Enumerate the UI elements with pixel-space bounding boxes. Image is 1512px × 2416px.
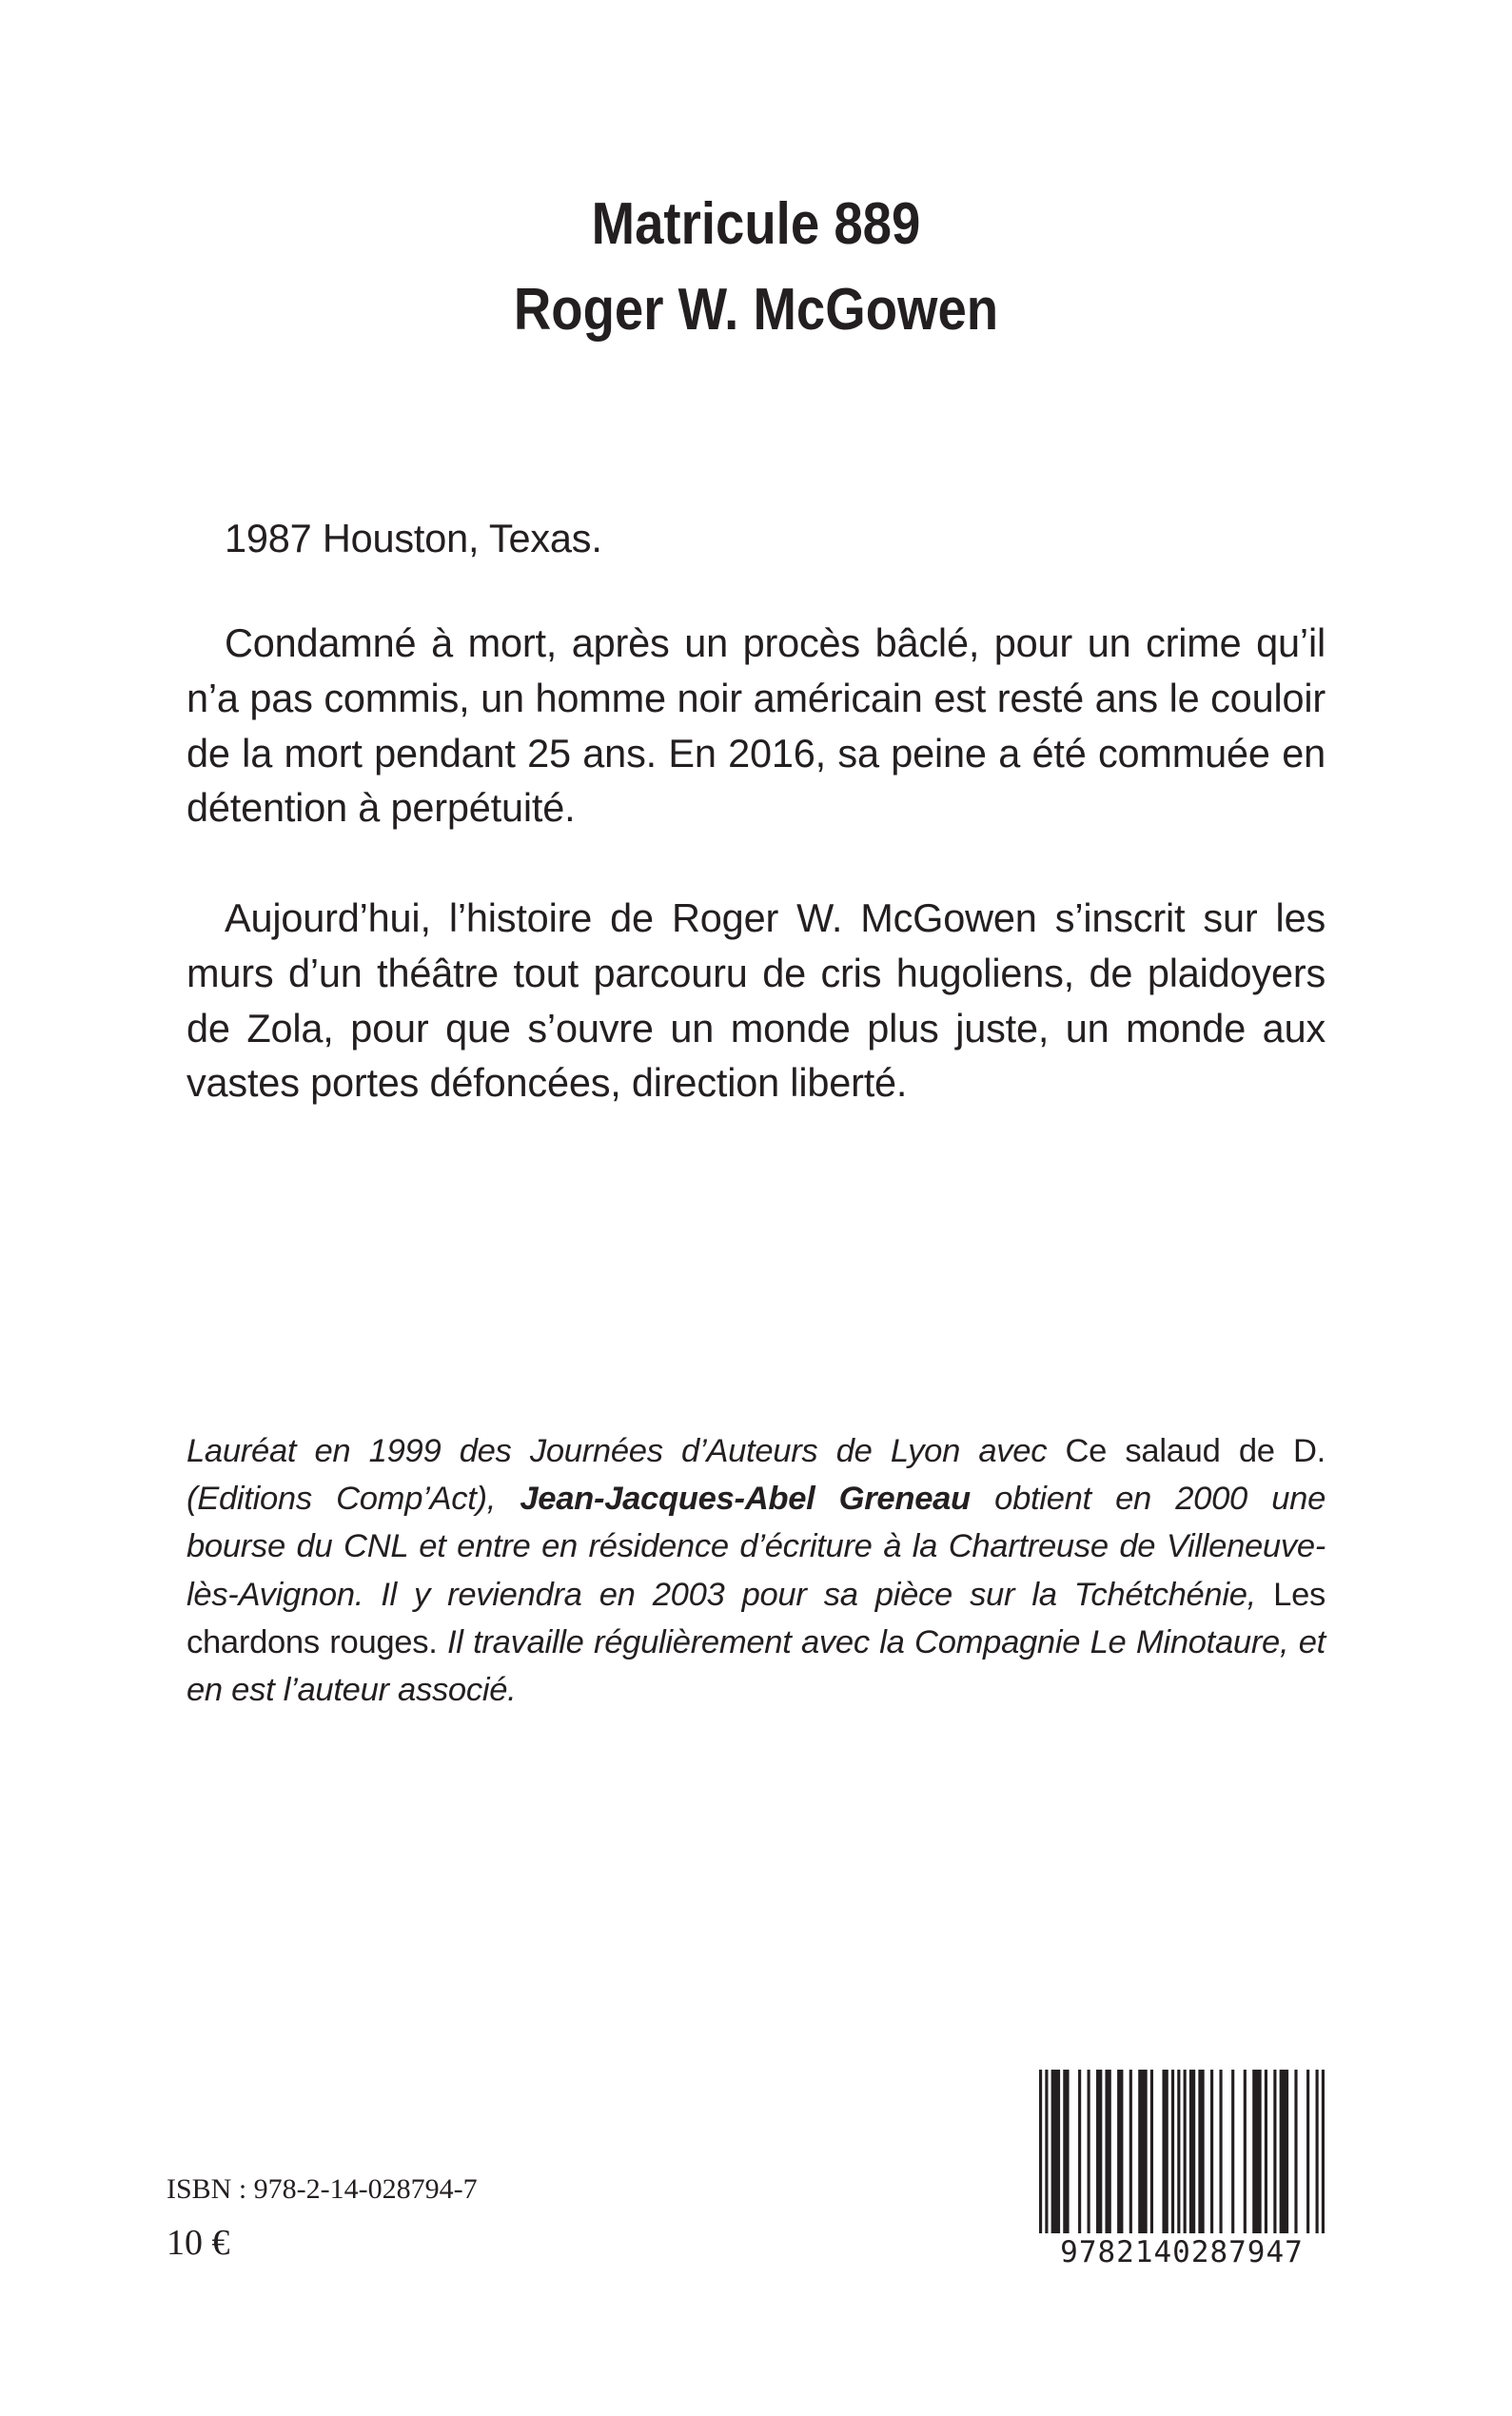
barcode-bar-12 [1162,2070,1168,2237]
barcode-bar-19 [1219,2070,1222,2237]
barcode-bar-20 [1231,2070,1234,2237]
barcode-bar-5 [1088,2070,1090,2237]
summary-intro [187,616,1325,835]
bio-author-name: Jean-Jacques-Abel Greneau [520,1481,971,1518]
barcode-bar-26 [1294,2070,1297,2237]
bio-part-1: Lauréat en 1999 des Journées d’Auteurs de Lyon avec [187,1433,1048,1469]
barcode-bar-21 [1244,2070,1247,2237]
barcode-bar-17 [1198,2070,1204,2237]
barcode-bar-4 [1078,2070,1081,2237]
bio-work-title-1: Ce salaud de D. [1065,1433,1325,1469]
barcode-bar-11 [1150,2070,1153,2237]
barcode-bar-23 [1265,2070,1267,2237]
barcode-bar-8 [1117,2070,1123,2237]
barcode-bar-13 [1171,2070,1174,2237]
barcode-bar-16 [1189,2070,1195,2237]
barcode-bar-10 [1138,2070,1147,2237]
barcode-bar-6 [1096,2070,1102,2237]
barcode-bar-2 [1051,2070,1060,2237]
bio-part-4: Il travaille régulièrement avec la Compagnie Le Minotaure, et en est l’auteur associé. [187,1623,1325,1709]
summary-place-date [187,511,1325,566]
summary-today [187,891,1325,1110]
barcode-bar-25 [1280,2070,1288,2237]
barcode-bar-18 [1210,2070,1213,2237]
barcode-bar-27 [1306,2070,1309,2237]
barcode-bar-28 [1316,2070,1319,2252]
barcode-bar-29 [1322,2070,1325,2252]
bio-part-2: (Editions Comp’Act), [187,1481,497,1518]
barcode-bar-3 [1063,2070,1069,2237]
barcode-bar-0 [1039,2070,1042,2252]
bio-work-title-2: Les chardons rouges. [187,1576,1325,1660]
summary-intro-text: Condamné à mort, après un procès bâclé, pour un crime qu’il n’a pas commis, un homme noir américain est resté ans le couloir de la mort pendant 25 ans. En 2016, sa peine a été commuée en détention à perpétuité. [187,620,1325,831]
barcode-digits: 9782140287947 [1032,2233,1331,2271]
barcode-bar-14 [1177,2070,1180,2252]
barcode [1032,2070,1331,2277]
price-label: 10 € [167,2223,230,2263]
isbn-label: ISBN : 978-2-14-028794-7 [167,2173,478,2205]
bio-part-3: obtient en 2000 une bourse du CNL et entre en résidence d’écriture à la Chartreuse de Villeneuve-lès-Avignon. Il y reviendra en 2003 pour sa pièce sur la Tchétchénie, [187,1481,1325,1613]
book-subject-name: Roger W. McGowen [513,277,999,343]
barcode-bar-7 [1105,2070,1110,2237]
book-title: Matricule 889 [591,191,921,257]
summary-today-text: Aujourd’hui, l’histoire de Roger W. McGowen s’inscrit sur les murs d’un théâtre tout parcouru de cris hugoliens, de plaidoyers de Zola, pour que s’ouvre un monde plus juste, un monde aux vastes portes défoncées, direction liberté. [187,895,1325,1106]
barcode-bar-15 [1184,2070,1187,2252]
barcode-bar-24 [1273,2070,1276,2237]
barcode-bar-9 [1129,2070,1132,2237]
barcode-bar-1 [1045,2070,1048,2252]
barcode-bar-22 [1252,2070,1261,2237]
author-bio [187,1427,1325,1714]
summary-place-date-text: 1987 Houston, Texas. [225,516,602,560]
